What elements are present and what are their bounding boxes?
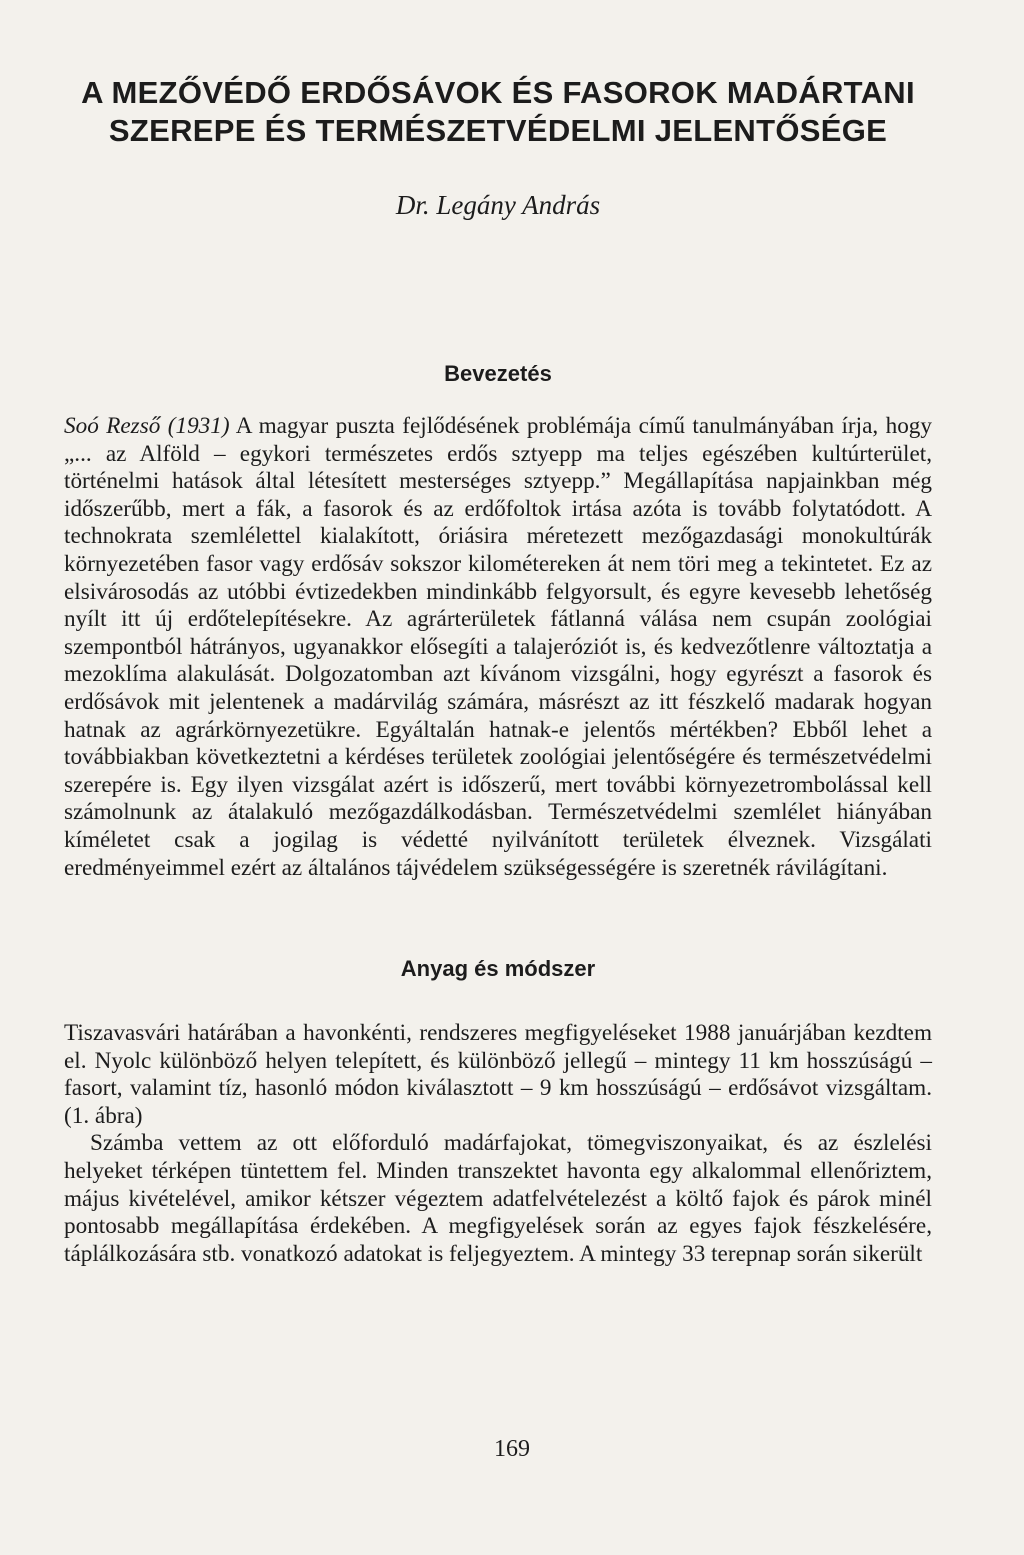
citation: Soó Rezső (1931) [64,413,230,439]
page-number: 169 [494,1436,530,1462]
title-line-1: A MEZŐVÉDŐ ERDŐSÁVOK ÉS FASOROK MADÁRTANI [81,75,915,110]
section-heading-methods: Anyag és módszer [400,956,596,982]
author-name: Dr. Legány András [395,190,601,220]
intro-text: A magyar puszta fejlődésének problémája című tanulmányában írja, hogy „... az Alföld – egykori természetes erdős sztyepp ma teljes egészében kultúrterület, történelmi hatások által létesített mesterséges sztyepp.” Megállapítása napjainkban még időszerűbb, mert a fák, a fasorok és az erdőfoltok irtása azóta is tovább folytatódott. A technokrata szemlélettel kialakított, óriásira méretezett mezőgazdasági monokultúrák környezetében fasor vagy erdősáv sokszor kilométereken át nem töri meg a tekintetet. Ez az elsivárosodás az utóbbi évtizedekben mindinkább felgyorsult, és egyre kevesebb lehetőség nyílt itt új erdőtelepítésekre. Az agrárterületek fátlanná válása nem csupán zoológiai szempontból hátrányos, ugyanakkor elősegíti a talajeróziót is, és kedvezőtlenre változtatja a mezoklíma alakulását. Dolgozatomban azt kívánom vizsgálni, hogy egyrészt a fasorok és erdősávok mit jelentenek a madárvilág számára, másrészt az itt fészkelő madarak hogyan hatnak az agrárkörnyezetükre. Egyáltalán hatnak-e jelentős mértékben? Ebből lehet a továbbiakban következtetni a kérdéses területek zoológiai jelentőségére és természetvédelmi szerepére is. Egy ilyen vizsgálat azért is időszerű, mert további környezetrombolással kell számolnunk az átalakuló mezőgazdálkodásban. Természetvédelmi szemlélet hiányában kíméletet csak a jogilag is védetté nyilvánított területek élveznek. Vizsgálati eredményeimmel ezért az általános tájvédelem szükségességére is szeretnék rávilágítani. [64,413,932,881]
intro-paragraph [64,413,932,882]
title-line-2: SZEREPE ÉS TERMÉSZETVÉDELMI JELENTŐSÉGE [108,113,888,148]
section-heading-intro: Bevezetés [444,361,552,386]
article-title [64,74,932,150]
methods-paragraph-1: Tiszavasvári határában a havonkénti, rendszeres megfigyeléseket 1988 januárjában kezdtem el. Nyolc különböző helyen telepített, és különböző jellegű – mintegy 11 km hosszúságú – fasort, valamint tíz, hasonló módon kiválasztott – 9 km hosszúságú – erdősávot vizsgáltam. (1. ábra) [64,1020,932,1129]
methods-paragraph-2: Számba vettem az ott előforduló madárfajokat, tömegviszonyaikat, és az észlelési helyeket térképen tüntettem fel. Minden transzektet havonta egy alkalommal ellenőriztem, május kivételével, amikor kétszer végeztem adatfelvételezést a költő fajok és párok minél pontosabb megállapítása érdekében. A megfigyelések során az egyes fajok fészkelésére, táplálkozására stb. vonatkozó adatokat is feljegyeztem. A mintegy 33 terepnap során sikerült [64,1130,932,1267]
